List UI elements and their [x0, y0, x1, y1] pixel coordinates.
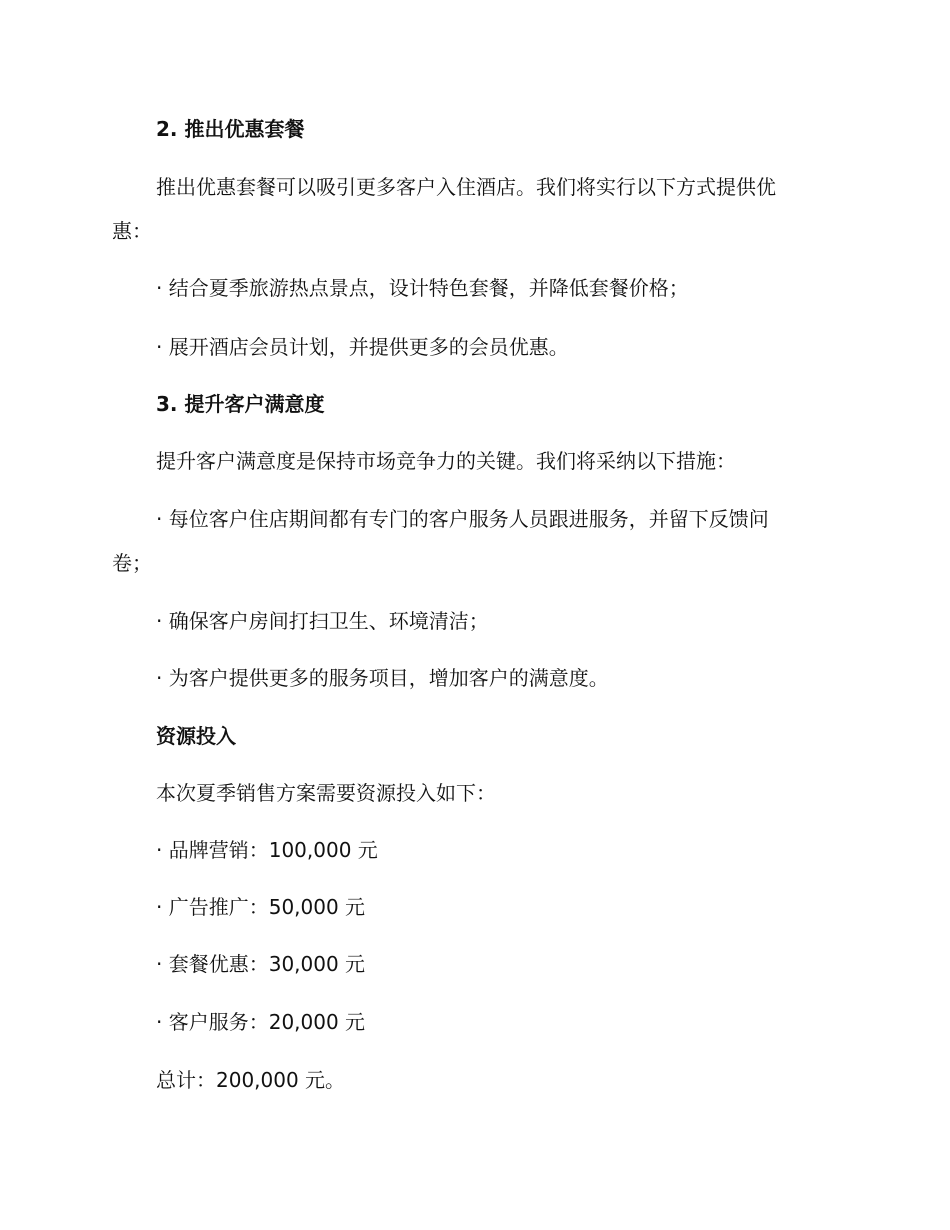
- section-3-intro: 提升客户满意度是保持市场竞争力的关键。我们将采纳以下措施：: [156, 449, 736, 473]
- section-2-intro-continued: 惠：: [112, 219, 152, 243]
- bullet-item: · 展开酒店会员计划，并提供更多的会员优惠。: [156, 335, 569, 359]
- bullet-item: · 确保客户房间打扫卫生、环境清洁；: [156, 609, 489, 633]
- resources-intro: 本次夏季销售方案需要资源投入如下：: [156, 781, 496, 805]
- resources-heading: 资源投入: [156, 724, 236, 748]
- resource-item: · 品牌营销：100,000 元: [156, 838, 378, 862]
- bullet-item: · 每位客户住店期间都有专门的客户服务人员跟进服务，并留下反馈问: [156, 507, 769, 531]
- section-2-intro: 推出优惠套餐可以吸引更多客户入住酒店。我们将实行以下方式提供优: [156, 175, 776, 199]
- bullet-item: · 结合夏季旅游热点景点，设计特色套餐，并降低套餐价格；: [156, 276, 689, 300]
- resource-item: · 广告推广：50,000 元: [156, 895, 366, 919]
- resources-total: 总计：200,000 元。: [156, 1068, 346, 1092]
- section-3-heading: 3. 提升客户满意度: [156, 392, 325, 416]
- bullet-item-continued: 卷；: [112, 551, 152, 575]
- section-2-heading: 2. 推出优惠套餐: [156, 117, 305, 141]
- resource-item: · 套餐优惠：30,000 元: [156, 952, 366, 976]
- bullet-item: · 为客户提供更多的服务项目，增加客户的满意度。: [156, 666, 609, 690]
- resource-item: · 客户服务：20,000 元: [156, 1010, 366, 1034]
